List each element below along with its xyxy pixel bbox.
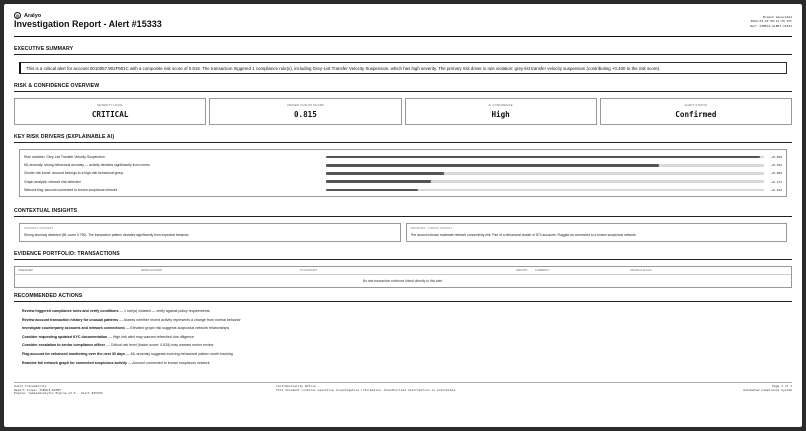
list-item xyxy=(22,309,787,318)
report-meta xyxy=(750,15,792,28)
meta-line: 2024-03-22 09:11:39 UTC xyxy=(750,19,792,24)
list-item xyxy=(22,335,787,344)
kpi-confidence xyxy=(405,98,597,125)
driver-row xyxy=(24,153,782,161)
section-divider xyxy=(14,301,792,302)
summary-box: This is a critical alert for account 0010057.902F901C with a composite risk score of 0.815. The transaction triggered 1 compliance rule(s), including Grey-List Transfer Velocity Suspension, which has high severity. The primary risk driver is rule violation: grey-list transfer velocity suspension (contributing +0.400 to the risk score). xyxy=(19,62,787,74)
section-divider xyxy=(14,259,792,260)
action-detail: — ML anomaly suggests evolving behavioral pattern worth tracking xyxy=(125,351,233,356)
kpi-value: High xyxy=(491,110,510,119)
evidence-table-header xyxy=(15,267,791,275)
driver-label: Network flag: account connected to known suspicious network xyxy=(24,187,118,192)
action-title: Examine full network graph for connected suspicious activity xyxy=(22,360,127,365)
driver-bar-track xyxy=(326,189,764,192)
list-item xyxy=(22,318,787,327)
page-number: Page 1 of 1 xyxy=(772,384,792,388)
column-header: TIMESTAMP xyxy=(18,269,33,272)
action-title: Review triggered compliance rules and verify conditions xyxy=(22,309,119,313)
kpi-value: Confirmed xyxy=(675,110,717,119)
kpi-label: UNIFIED FUSION SCORE xyxy=(286,103,324,107)
column-header: FROM ACCOUNT xyxy=(141,269,163,272)
section-title-drivers: KEY RISK DRIVERS (EXPLAINABLE AI) xyxy=(14,134,115,140)
section-divider xyxy=(14,91,792,92)
brand-name: Aralyo xyxy=(24,12,42,19)
footer-line: Audit Traceability xyxy=(14,384,47,388)
section-divider xyxy=(14,142,792,143)
driver-label: ML anomaly: strong behavioral anomaly — activity deviates significantly from norms xyxy=(24,163,150,168)
driver-value: +0.171 xyxy=(771,179,782,184)
footer-audit xyxy=(14,385,103,396)
footer-line: Automated Compliance System xyxy=(743,387,792,392)
header-divider xyxy=(14,36,792,37)
driver-value: +0.153 xyxy=(771,187,782,192)
driver-bar-fill xyxy=(326,180,431,183)
section-divider xyxy=(14,54,792,55)
evidence-empty-message: No raw transaction evidence linked directly to this alert. xyxy=(362,279,444,283)
driver-label: Graph analysis: network risk detected xyxy=(24,179,81,184)
action-title: Investigate counterparty accounts and network connections xyxy=(22,326,125,331)
column-header: UNUSUAL FLAGS xyxy=(630,269,652,272)
kpi-label: SEVERITY LEVEL xyxy=(97,103,124,107)
section-title-evidence: EVIDENCE PORTFOLIO: TRANSACTIONS xyxy=(14,251,120,257)
driver-value: +0.400 xyxy=(771,155,782,160)
kpi-status xyxy=(600,98,792,125)
section-divider xyxy=(14,216,792,217)
driver-bar-track xyxy=(326,180,764,183)
kpi-value: CRITICAL xyxy=(91,110,129,119)
column-header: TO ACCOUNT xyxy=(300,269,317,272)
list-item xyxy=(22,343,787,352)
driver-value: +0.352 xyxy=(771,163,782,168)
footer-confidentiality xyxy=(276,385,457,392)
drivers-panel xyxy=(19,149,787,197)
driver-bar-fill xyxy=(326,164,659,167)
driver-bar-track xyxy=(326,156,764,159)
kpi-row xyxy=(14,98,792,125)
section-title-risk: RISK & CONFIDENCE OVERVIEW xyxy=(14,83,100,89)
action-detail: — Assess whether recent activity represents a change from normal behavior xyxy=(118,317,241,322)
insights-row xyxy=(19,223,787,242)
insight-text: Strong anomaly detected (ML score 0.750). The transaction pattern deviates significantly from expected behavior. xyxy=(24,233,190,237)
driver-row xyxy=(24,161,782,169)
section-title-actions: RECOMMENDED ACTIONS xyxy=(14,293,83,299)
meta-line: Ref: CAMELS-ALERT-15333 xyxy=(750,23,792,28)
section-title-summary: EXECUTIVE SUMMARY xyxy=(14,46,74,52)
action-title: Consider escalation to senior compliance officer xyxy=(22,343,106,348)
driver-row xyxy=(24,178,782,186)
action-detail: — Critical risk level (fusion score: 0.815) may warrant senior review xyxy=(105,343,214,348)
insight-label: NETWORK / GRAPH INSIGHT xyxy=(410,227,453,230)
action-title: Flag account for enhanced monitoring over the next 30 days xyxy=(22,351,126,356)
footer-page-info xyxy=(743,385,792,392)
kpi-severity xyxy=(14,98,206,125)
actions-list xyxy=(22,309,787,369)
action-detail: — Account connected to known suspicious network xyxy=(126,360,210,365)
aralyo-logo-icon: ◎ xyxy=(15,13,20,18)
evidence-table xyxy=(14,266,792,288)
report-page xyxy=(4,4,802,427)
driver-label: Rule violation: Grey-List Transfer Velocity Suspension xyxy=(24,155,105,160)
meta-line: Breach Generated xyxy=(763,15,792,19)
brand xyxy=(14,12,41,19)
insight-text: The account shows moderate network connectivity risk. Part of a behavioral cluster of 874 accounts. Flagged as connected to a known suspicious network. xyxy=(410,233,637,237)
driver-row xyxy=(24,186,782,194)
driver-bar-track xyxy=(326,172,764,175)
action-detail: — High risk alert may warrant refreshed due diligence xyxy=(107,334,194,339)
action-title: Consider requesting updated KYC documentation xyxy=(22,334,108,339)
kpi-label: AI CONFIDENCE xyxy=(488,103,513,107)
driver-bar-fill xyxy=(326,189,418,192)
driver-bar-fill xyxy=(326,172,444,175)
action-detail: — Elevated graph risk suggests suspicious network relationships xyxy=(124,326,230,331)
kpi-value: 0.815 xyxy=(293,110,317,119)
footer-line: Engine: CamelsAnalytix Engine v2.0 - Alert #15333 xyxy=(14,391,103,396)
driver-label: Cluster risk boost: account belongs to a high-risk behavioral group xyxy=(24,171,124,176)
kpi-fusion-score xyxy=(209,98,401,125)
column-header: AMOUNT xyxy=(516,269,528,272)
column-header: CURRENCY xyxy=(535,269,550,272)
footer-line: Confidentiality Notice xyxy=(276,384,316,388)
driver-value: +0.209 xyxy=(771,171,782,176)
insight-network xyxy=(406,223,788,242)
list-item xyxy=(22,352,787,361)
list-item xyxy=(22,361,787,370)
report-title: Investigation Report - Alert #15333 xyxy=(14,19,162,29)
footer-divider xyxy=(14,382,792,383)
footer-line: This document contains sensitive investigative information. Unauthorized distribution is prohibited. xyxy=(276,387,457,392)
kpi-label: ALERT STATUS xyxy=(684,103,708,107)
insight-label: ANOMALY CONTEXT xyxy=(24,227,54,230)
section-title-insights: CONTEXTUAL INSIGHTS xyxy=(14,208,78,214)
insight-anomaly xyxy=(19,223,401,242)
driver-bar-fill xyxy=(326,156,760,159)
driver-row xyxy=(24,169,782,177)
list-item xyxy=(22,326,787,335)
action-detail: — 1 rule(s) violated — verify against policy requirements xyxy=(118,309,210,313)
driver-bar-track xyxy=(326,164,764,167)
action-title: Review account transaction history for unusual patterns xyxy=(22,317,119,322)
footer-line: Report Scope: ICBOC3_DGTBT xyxy=(14,387,61,392)
